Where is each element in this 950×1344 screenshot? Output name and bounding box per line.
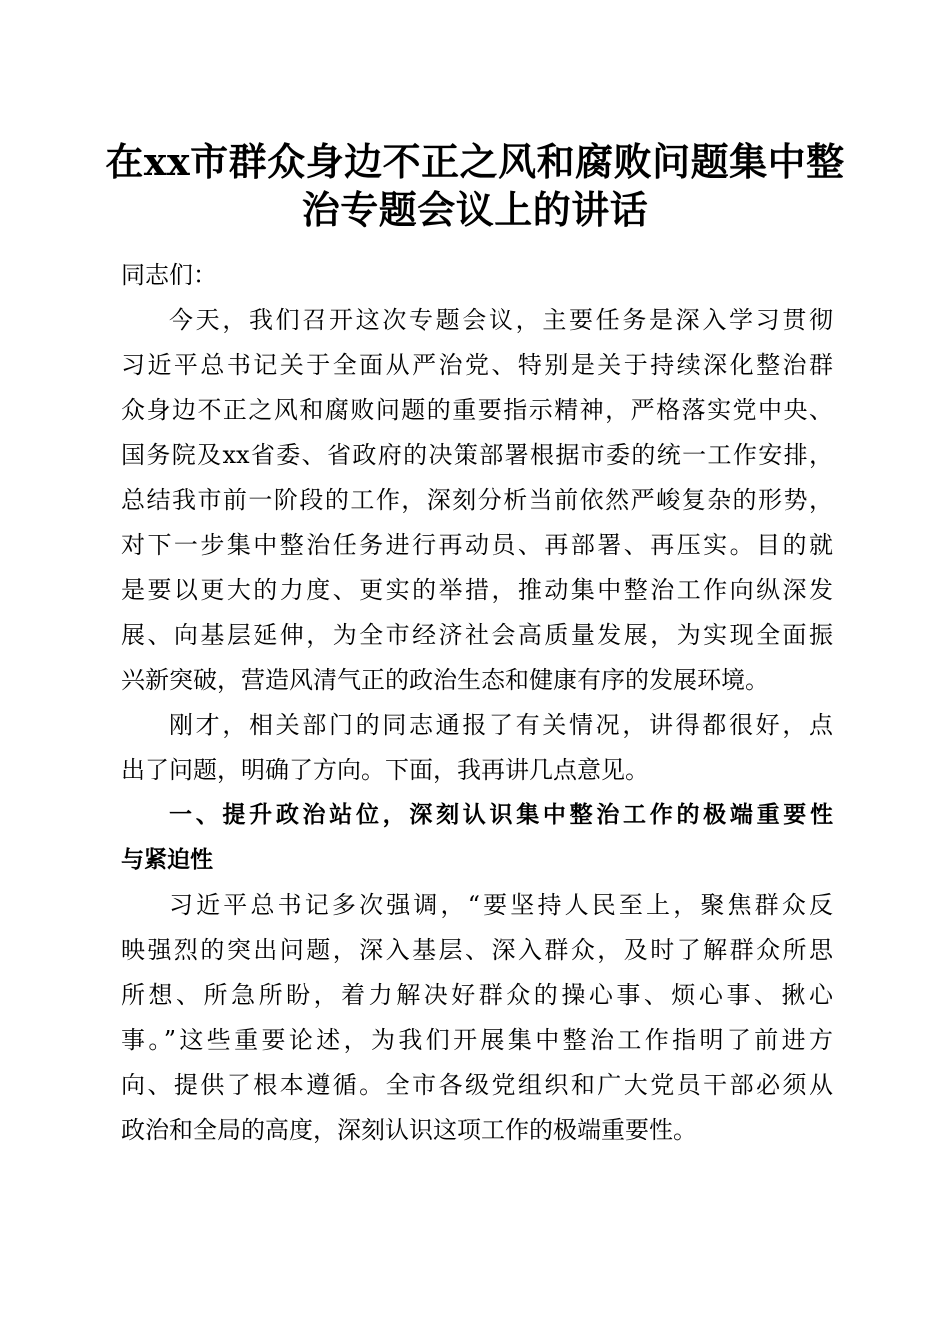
paragraph-2-line-2: 出了问题，明确了方向。下面，我再讲几点意见。 <box>121 756 649 784</box>
paragraph-2-line-1: 刚才，相关部门的同志通报了有关情况，讲得都很好，点 <box>169 711 833 739</box>
paragraph-1-line-8: 展、向基层延伸，为全市经济社会高质量发展，为实现全面振 <box>121 621 833 649</box>
salutation: 同志们： <box>121 261 217 289</box>
section-heading-line-1: 一、提升政治站位，深刻认识集中整治工作的极端重要性 <box>169 802 833 828</box>
title-line-2: 治专题会议上的讲话 <box>301 187 649 232</box>
paragraph-1-line-3: 众身边不正之风和腐败问题的重要指示精神，严格落实党中央、 <box>121 396 833 424</box>
paragraph-3-line-5: 向、提供了根本遵循。全市各级党组织和广大党员干部必须从 <box>121 1071 833 1099</box>
paragraph-1-line-7: 是要以更大的力度、更实的举措，推动集中整治工作向纵深发 <box>121 576 833 604</box>
document-body <box>121 253 833 1153</box>
paragraph-1-line-1: 今天，我们召开这次专题会议，主要任务是深入学习贯彻 <box>169 306 833 334</box>
paragraph-3-line-1: 习近平总书记多次强调，“要坚持人民至上，聚焦群众反 <box>169 891 833 919</box>
paragraph-3-line-2: 映强烈的突出问题，深入基层、深入群众，及时了解群众所思 <box>121 936 833 964</box>
paragraph-1-line-6: 对下一步集中整治任务进行再动员、再部署、再压实。目的就 <box>121 531 833 559</box>
paragraph-1-line-2: 习近平总书记关于全面从严治党、特别是关于持续深化整治群 <box>121 351 833 379</box>
paragraph-3-line-6: 政治和全局的高度，深刻认识这项工作的极端重要性。 <box>121 1116 697 1144</box>
document-title <box>80 138 870 234</box>
paragraph-3-line-4: 事。”这些重要论述，为我们开展集中整治工作指明了前进方 <box>121 1026 833 1054</box>
paragraph-1-line-9: 兴新突破，营造风清气正的政治生态和健康有序的发展环境。 <box>121 666 769 694</box>
paragraph-3-line-3: 所想、所急所盼，着力解决好群众的操心事、烦心事、揪心 <box>121 981 833 1009</box>
paragraph-1-line-4: 国务院及xx省委、省政府的决策部署根据市委的统一工作安排， <box>121 441 833 469</box>
paragraph-1-line-5: 总结我市前一阶段的工作，深刻分析当前依然严峻复杂的形势， <box>121 486 833 514</box>
title-line-1: 在xx市群众身边不正之风和腐败问题集中整 <box>105 139 845 184</box>
section-heading-line-2: 与紧迫性 <box>121 847 213 873</box>
